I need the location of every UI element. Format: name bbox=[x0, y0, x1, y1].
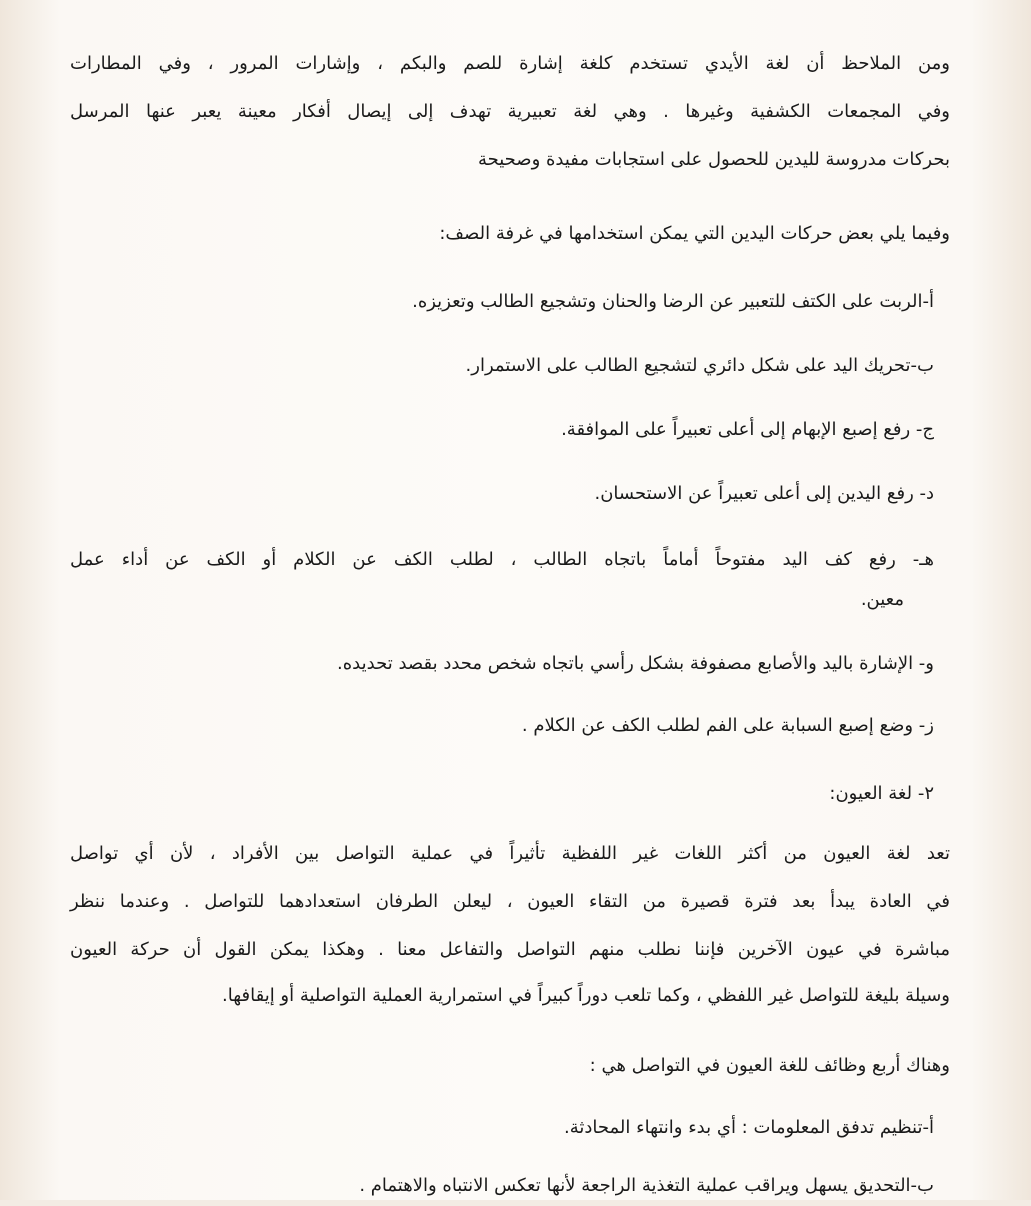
list-item-continuation: معين. bbox=[860, 589, 904, 610]
paragraph-line: وسيلة بليغة للتواصل غير اللفظي ، وكما تلعب دوراً كبيراً في استمرارية العملية التواصلية أو إيقافها. bbox=[222, 985, 950, 1006]
list-item: و- الإشارة باليد والأصابع مصفوفة بشكل رأسي باتجاه شخص محدد بقصد تحديده. bbox=[337, 653, 934, 674]
list-item: ب-تحريك اليد على شكل دائري لتشجيع الطالب على الاستمرار. bbox=[465, 355, 934, 376]
eyes-intro: وهناك أربع وظائف للغة العيون في التواصل هي : bbox=[589, 1055, 950, 1076]
paragraph-line: وفي المجمعات الكشفية وغيرها . وهي لغة تعبيرية تهدف إلى إيصال أفكار معينة يعبر عنها المرسل bbox=[70, 101, 950, 122]
section-heading: ٢- لغة العيون: bbox=[829, 783, 934, 804]
list-item: هـ- رفع كف اليد مفتوحاً أماماً باتجاه الطالب ، لطلب الكف عن الكلام أو الكف عن أداء عمل bbox=[70, 549, 934, 570]
paragraph-line: ومن الملاحظ أن لغة الأيدي تستخدم كلغة إشارة للصم والبكم ، وإشارات المرور ، وفي المطارات bbox=[70, 53, 950, 74]
paragraph-line: بحركات مدروسة لليدين للحصول على استجابات مفيدة وصحيحة bbox=[477, 149, 950, 170]
paragraph-line: مباشرة في عيون الآخرين فإننا نطلب منهم التواصل والتفاعل معنا . وهكذا يمكن القول أن حركة العيون bbox=[70, 939, 950, 960]
paragraph-line: في العادة يبدأ بعد فترة قصيرة من التقاء العيون ، ليعلن الطرفان استعدادهما للتواصل . وعندما ننظر bbox=[70, 891, 950, 912]
list-item: ب-التحديق يسهل ويراقب عملية التغذية الراجعة لأنها تعكس الانتباه والاهتمام . bbox=[359, 1175, 934, 1196]
list-item: ج- رفع إصبع الإبهام إلى أعلى تعبيراً على الموافقة. bbox=[561, 419, 934, 440]
list-item: أ-الربت على الكتف للتعبير عن الرضا والحنان وتشجيع الطالب وتعزيزه. bbox=[412, 291, 934, 312]
list-item: ز- وضع إصبع السبابة على الفم لطلب الكف عن الكلام . bbox=[521, 715, 934, 736]
hands-intro: وفيما يلي بعض حركات اليدين التي يمكن استخدامها في غرفة الصف: bbox=[439, 223, 950, 244]
list-item: د- رفع اليدين إلى أعلى تعبيراً عن الاستحسان. bbox=[594, 483, 934, 504]
paragraph-line: تعد لغة العيون من أكثر اللغات غير اللفظية تأثيراً في عملية التواصل بين الأفراد ، لأن أي تواصل bbox=[70, 843, 950, 864]
list-item: أ-تنظيم تدفق المعلومات : أي بدء وانتهاء المحادثة. bbox=[564, 1117, 934, 1138]
